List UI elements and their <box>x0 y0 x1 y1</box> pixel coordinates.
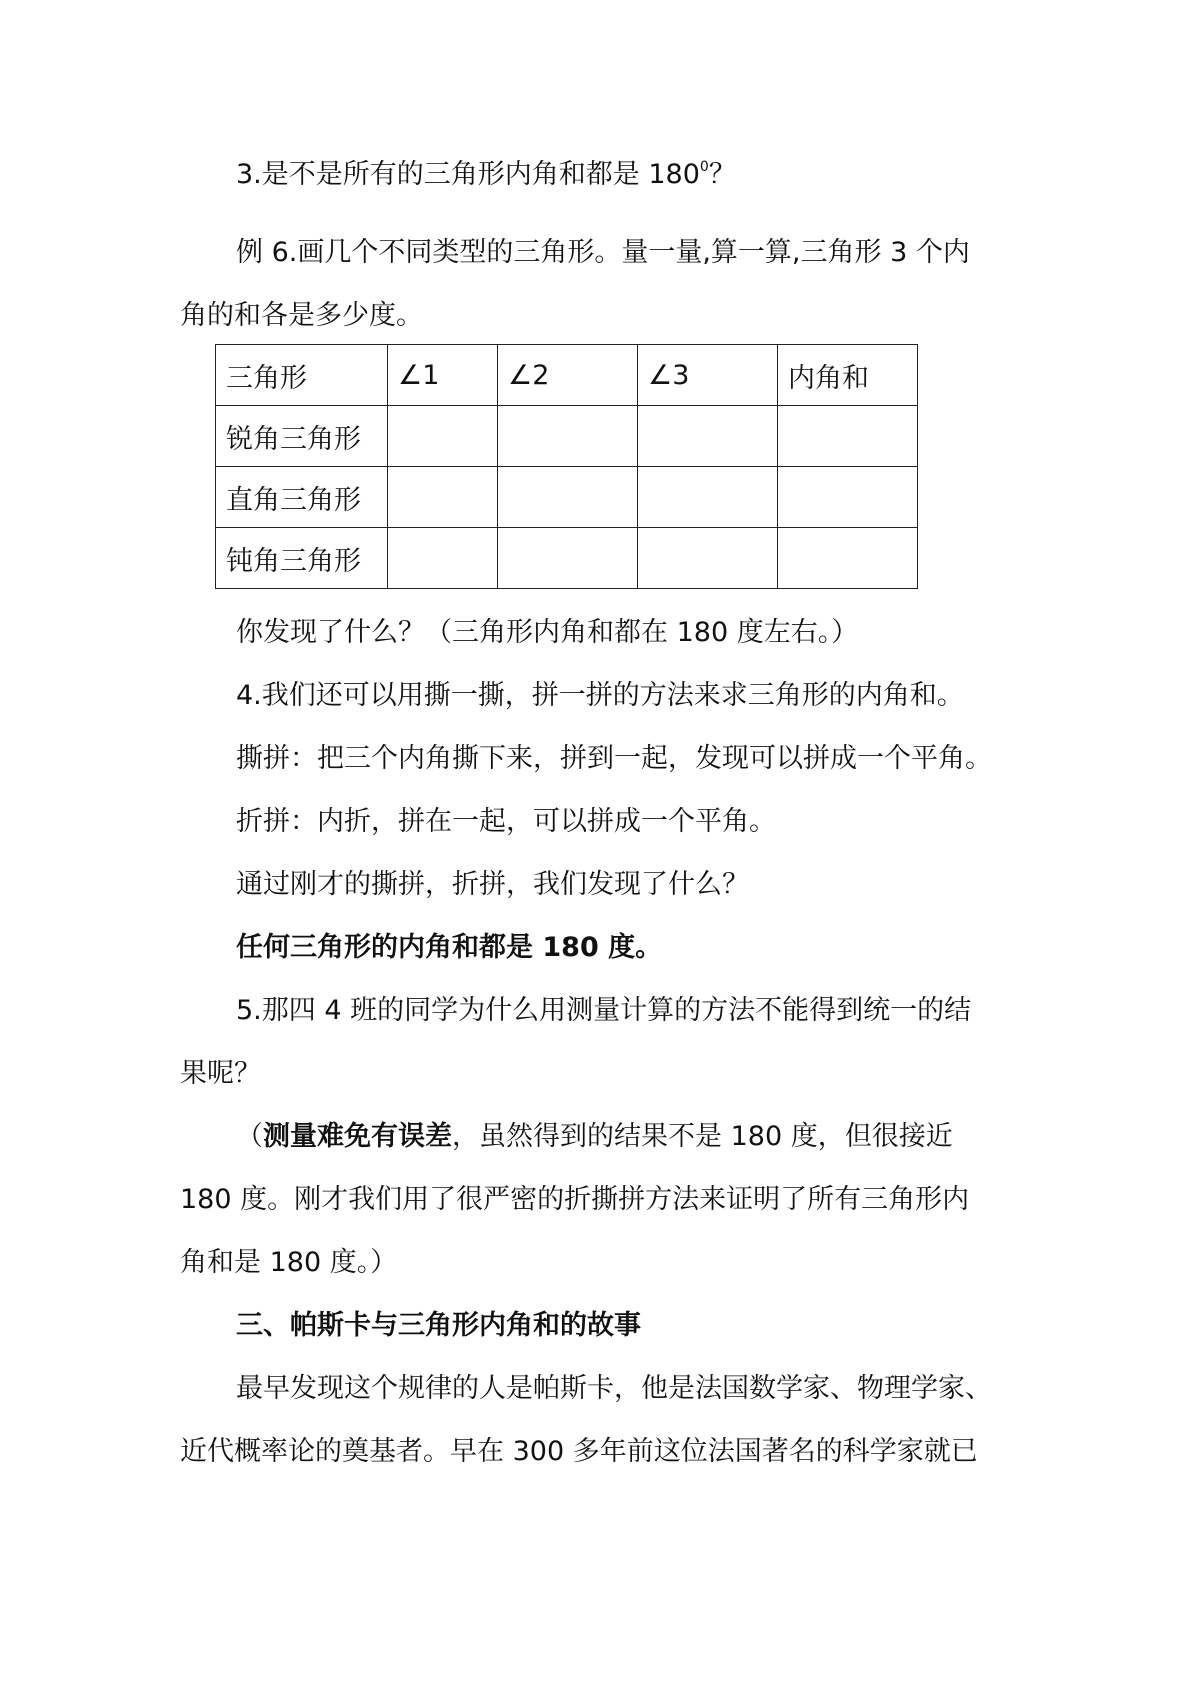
open-paren: （ <box>236 1121 263 1152</box>
table-cell <box>388 406 498 467</box>
step-5-line-2: 果呢？ <box>180 1058 261 1089</box>
example-6-line-2: 角的和各是多少度。 <box>180 300 423 331</box>
question-mark: ？ <box>708 159 736 190</box>
example-6-line-1: 例 6.画几个不同类型的三角形。量一量,算一算,三角形 3 个内 <box>236 237 970 268</box>
table-cell <box>778 467 918 528</box>
measurement-error-emphasis: 测量难免有误差 <box>263 1121 452 1152</box>
angle-sum-table <box>215 344 918 589</box>
table-header-cell: ∠1 <box>388 345 498 406</box>
degree-superscript: 0 <box>699 159 709 175</box>
table-header-cell: 内角和 <box>778 345 918 406</box>
table-cell <box>778 528 918 589</box>
table-cell <box>498 467 638 528</box>
table-cell <box>638 528 778 589</box>
error-explanation-line-3: 角和是 180 度。） <box>180 1247 398 1278</box>
table-cell <box>498 406 638 467</box>
conclusion: 任何三角形的内角和都是 180 度。 <box>236 932 663 963</box>
tear-method: 撕拼：把三个内角撕下来，拼到一起，发现可以拼成一个平角。 <box>236 743 992 774</box>
step-4-intro: 4.我们还可以用撕一撕，拼一拼的方法来求三角形的内角和。 <box>236 680 964 711</box>
error-explanation-rest: ，虽然得到的结果不是 180 度，但很接近 <box>452 1121 953 1152</box>
table-cell <box>388 528 498 589</box>
section-three-heading: 三、帕斯卡与三角形内角和的故事 <box>236 1310 641 1341</box>
table-header-cell: 三角形 <box>216 345 388 406</box>
table-cell <box>638 467 778 528</box>
question-3-text: 3.是不是所有的三角形内角和都是 180 <box>236 159 700 190</box>
table-cell <box>638 406 778 467</box>
error-explanation-line-2: 180 度。刚才我们用了很严密的折撕拼方法来证明了所有三角形内 <box>180 1184 970 1215</box>
pascal-story-line-2: 近代概率论的奠基者。早在 300 多年前这位法国著名的科学家就已 <box>180 1436 978 1467</box>
table-cell <box>388 467 498 528</box>
table-header-row <box>216 345 918 406</box>
table-cell: 钝角三角形 <box>216 528 388 589</box>
table-row <box>216 528 918 589</box>
table-cell <box>498 528 638 589</box>
step-5-line-1: 5.那四 4 班的同学为什么用测量计算的方法不能得到统一的结 <box>236 995 972 1026</box>
method-question: 通过刚才的撕拼，折拼，我们发现了什么？ <box>236 869 749 900</box>
table-cell <box>778 406 918 467</box>
error-explanation-line-1 <box>236 1117 953 1157</box>
table-cell: 锐角三角形 <box>216 406 388 467</box>
discovery-question: 你发现了什么？（三角形内角和都在 180 度左右。） <box>236 617 859 648</box>
table-row <box>216 406 918 467</box>
table-row <box>216 467 918 528</box>
table-header-cell: ∠2 <box>498 345 638 406</box>
pascal-story-line-1: 最早发现这个规律的人是帕斯卡，他是法国数学家、物理学家、 <box>236 1373 992 1404</box>
question-3 <box>236 155 736 195</box>
table-cell: 直角三角形 <box>216 467 388 528</box>
table-header-cell: ∠3 <box>638 345 778 406</box>
fold-method: 折拼：内折，拼在一起，可以拼成一个平角。 <box>236 806 776 837</box>
